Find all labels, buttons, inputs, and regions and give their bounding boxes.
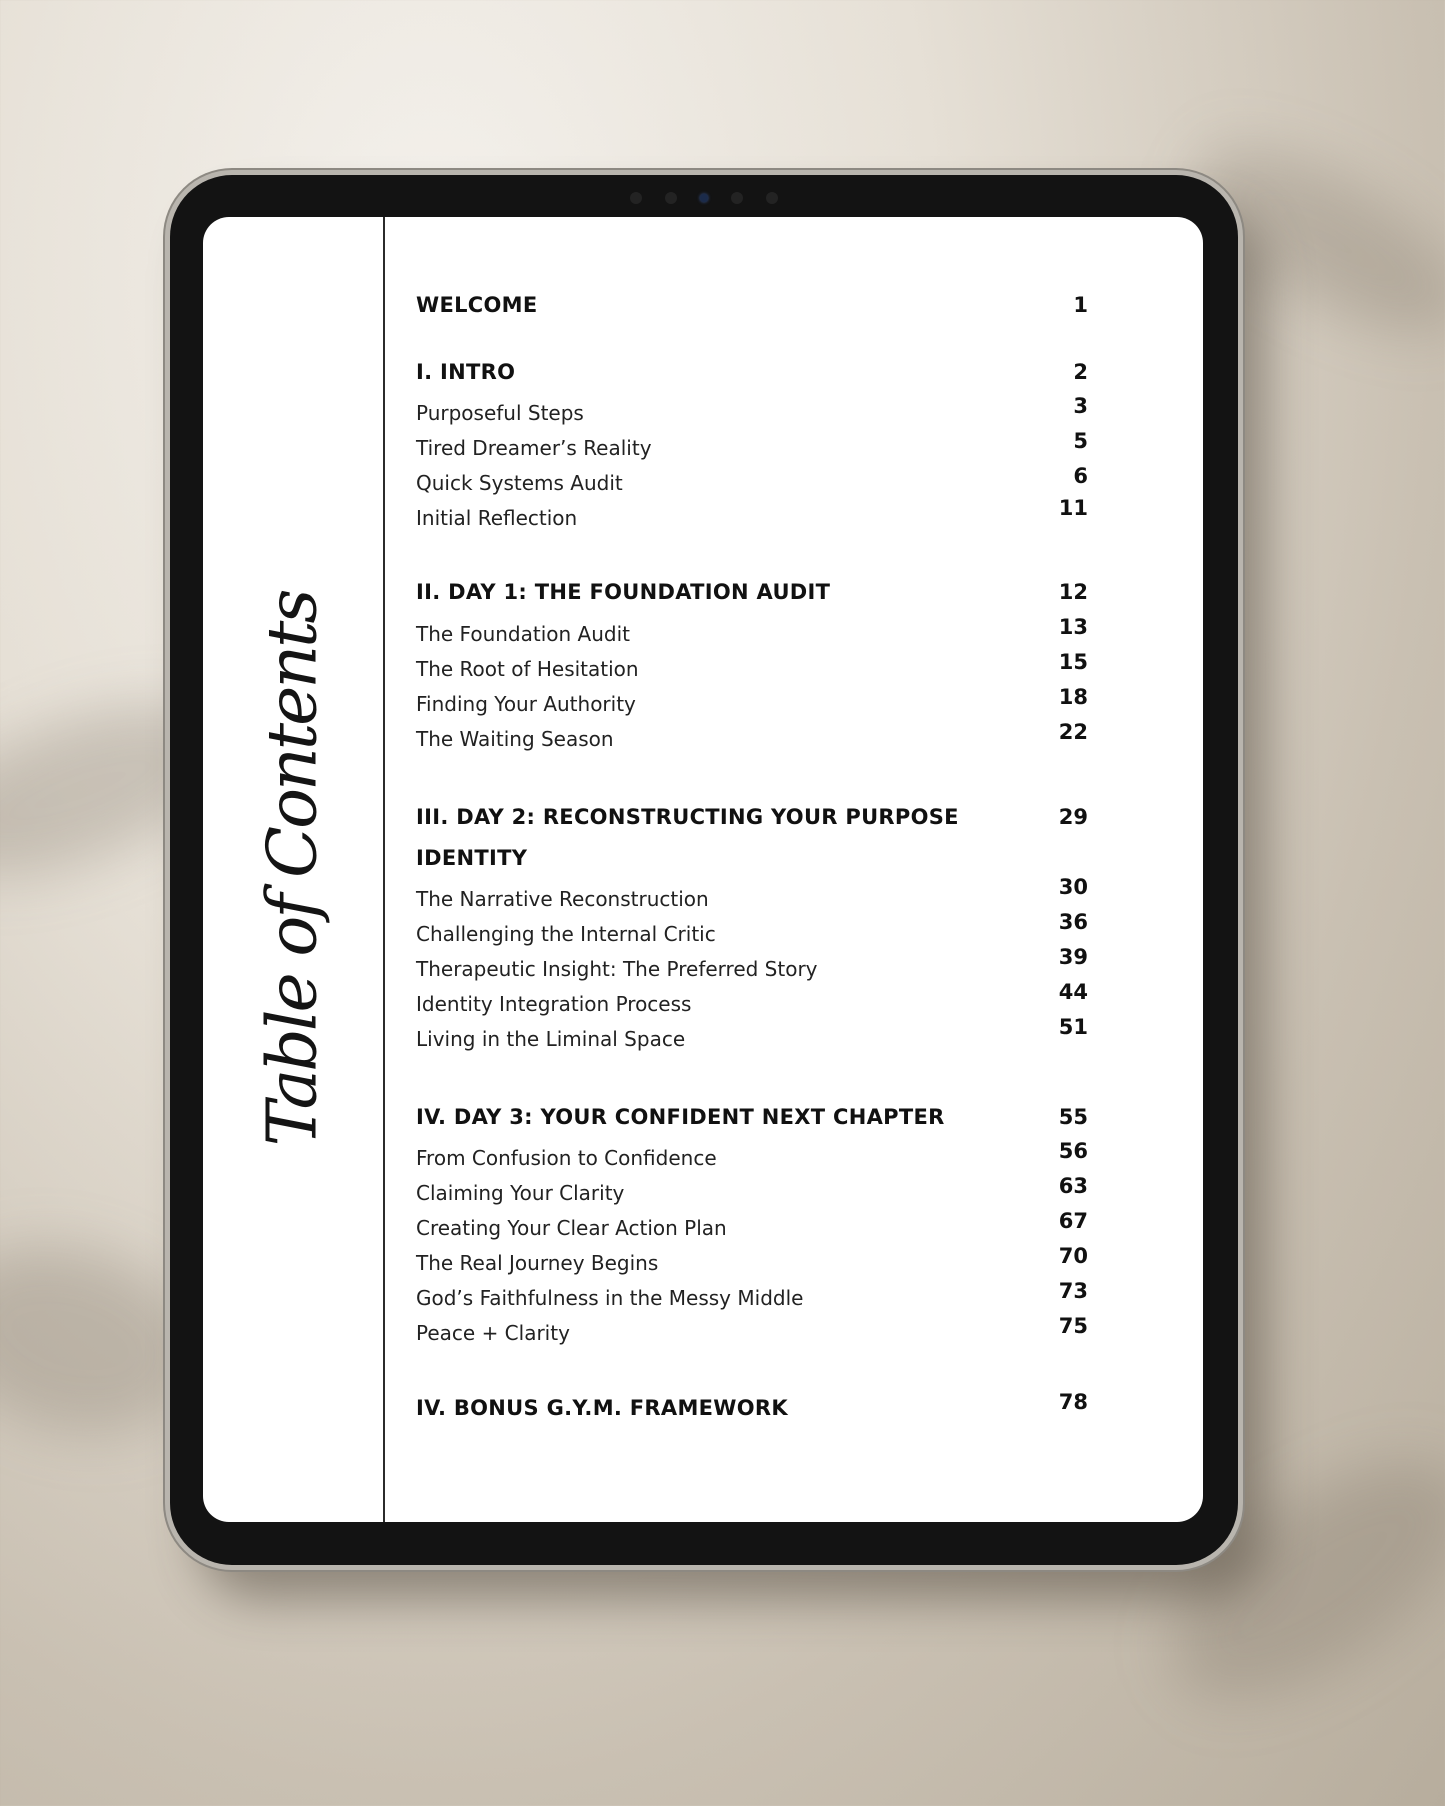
toc-page-number: 51 xyxy=(1058,1015,1088,1039)
toc-page-number: 30 xyxy=(1058,875,1088,899)
toc-entry-title: Creating Your Clear Action Plan xyxy=(416,1216,727,1240)
page-title: Table of Contents xyxy=(253,591,333,1147)
toc-page-number: 73 xyxy=(1058,1279,1088,1303)
toc-page-number: 15 xyxy=(1058,650,1088,674)
toc-entry-title: The Real Journey Begins xyxy=(416,1251,659,1275)
toc-entry-title: Identity Integration Process xyxy=(416,992,692,1016)
toc-entry-title: IDENTITY xyxy=(416,846,528,870)
toc-page-number: 11 xyxy=(1058,496,1088,520)
toc-entry-title: The Waiting Season xyxy=(416,727,614,751)
toc-page-number: 63 xyxy=(1058,1174,1088,1198)
toc-entry-title: Purposeful Steps xyxy=(416,401,584,425)
toc-entry-title: III. DAY 2: RECONSTRUCTING YOUR PURPOSE xyxy=(416,805,959,829)
sensor-icon xyxy=(630,192,642,204)
toc-entry-title: Claiming Your Clarity xyxy=(416,1181,625,1205)
toc-entry-title: Challenging the Internal Critic xyxy=(416,922,716,946)
toc-entry-title: Initial Reflection xyxy=(416,506,578,530)
toc-page-number: 78 xyxy=(1058,1390,1088,1414)
toc-entry-title: The Narrative Reconstruction xyxy=(416,887,709,911)
toc-entry-title: Therapeutic Insight: The Preferred Story xyxy=(416,957,818,981)
sensor-icon xyxy=(731,192,743,204)
toc-entry-title: Finding Your Authority xyxy=(416,692,636,716)
toc-page-number: 56 xyxy=(1058,1139,1088,1163)
toc-page-number: 2 xyxy=(1073,360,1088,384)
toc-page-number: 67 xyxy=(1058,1209,1088,1233)
toc-entry-title: From Confusion to Confidence xyxy=(416,1146,717,1170)
toc-entry-title: II. DAY 1: THE FOUNDATION AUDIT xyxy=(416,580,831,604)
toc-page-number: 18 xyxy=(1058,685,1088,709)
toc-entry-title: The Root of Hesitation xyxy=(416,657,639,681)
toc-entry-title: IV. BONUS G.Y.M. FRAMEWORK xyxy=(416,1396,788,1420)
tablet-screen xyxy=(203,217,1203,1522)
toc-entry-title: WELCOME xyxy=(416,293,538,317)
toc-page-number: 6 xyxy=(1073,464,1088,488)
toc-page-number: 36 xyxy=(1058,910,1088,934)
camera-icon xyxy=(700,194,708,202)
toc-page-number: 55 xyxy=(1058,1105,1088,1129)
toc-page-number: 13 xyxy=(1058,615,1088,639)
toc-page-number: 12 xyxy=(1058,580,1088,604)
vertical-divider xyxy=(383,217,385,1522)
toc-entry-title: Quick Systems Audit xyxy=(416,471,623,495)
sensor-icon xyxy=(665,192,677,204)
toc-entry-title: I. INTRO xyxy=(416,360,516,384)
toc-entry-title: The Foundation Audit xyxy=(416,622,631,646)
toc-page-number: 44 xyxy=(1058,980,1088,1004)
camera-bar xyxy=(619,187,789,209)
toc-page-number: 29 xyxy=(1058,805,1088,829)
toc-entry-title: Peace + Clarity xyxy=(416,1321,570,1345)
toc-page-number: 70 xyxy=(1058,1244,1088,1268)
toc-page-number: 22 xyxy=(1058,720,1088,744)
toc-entry-title: God’s Faithfulness in the Messy Middle xyxy=(416,1286,804,1310)
toc-page-number: 3 xyxy=(1073,394,1088,418)
toc-page-number: 1 xyxy=(1073,293,1088,317)
toc-entry-title: Tired Dreamer’s Reality xyxy=(416,436,652,460)
toc-page-number: 39 xyxy=(1058,945,1088,969)
sensor-icon xyxy=(766,192,778,204)
toc-page-number: 75 xyxy=(1058,1314,1088,1338)
toc-page-number: 5 xyxy=(1073,429,1088,453)
toc-entry-title: IV. DAY 3: YOUR CONFIDENT NEXT CHAPTER xyxy=(416,1105,945,1129)
toc-entry-title: Living in the Liminal Space xyxy=(416,1027,686,1051)
